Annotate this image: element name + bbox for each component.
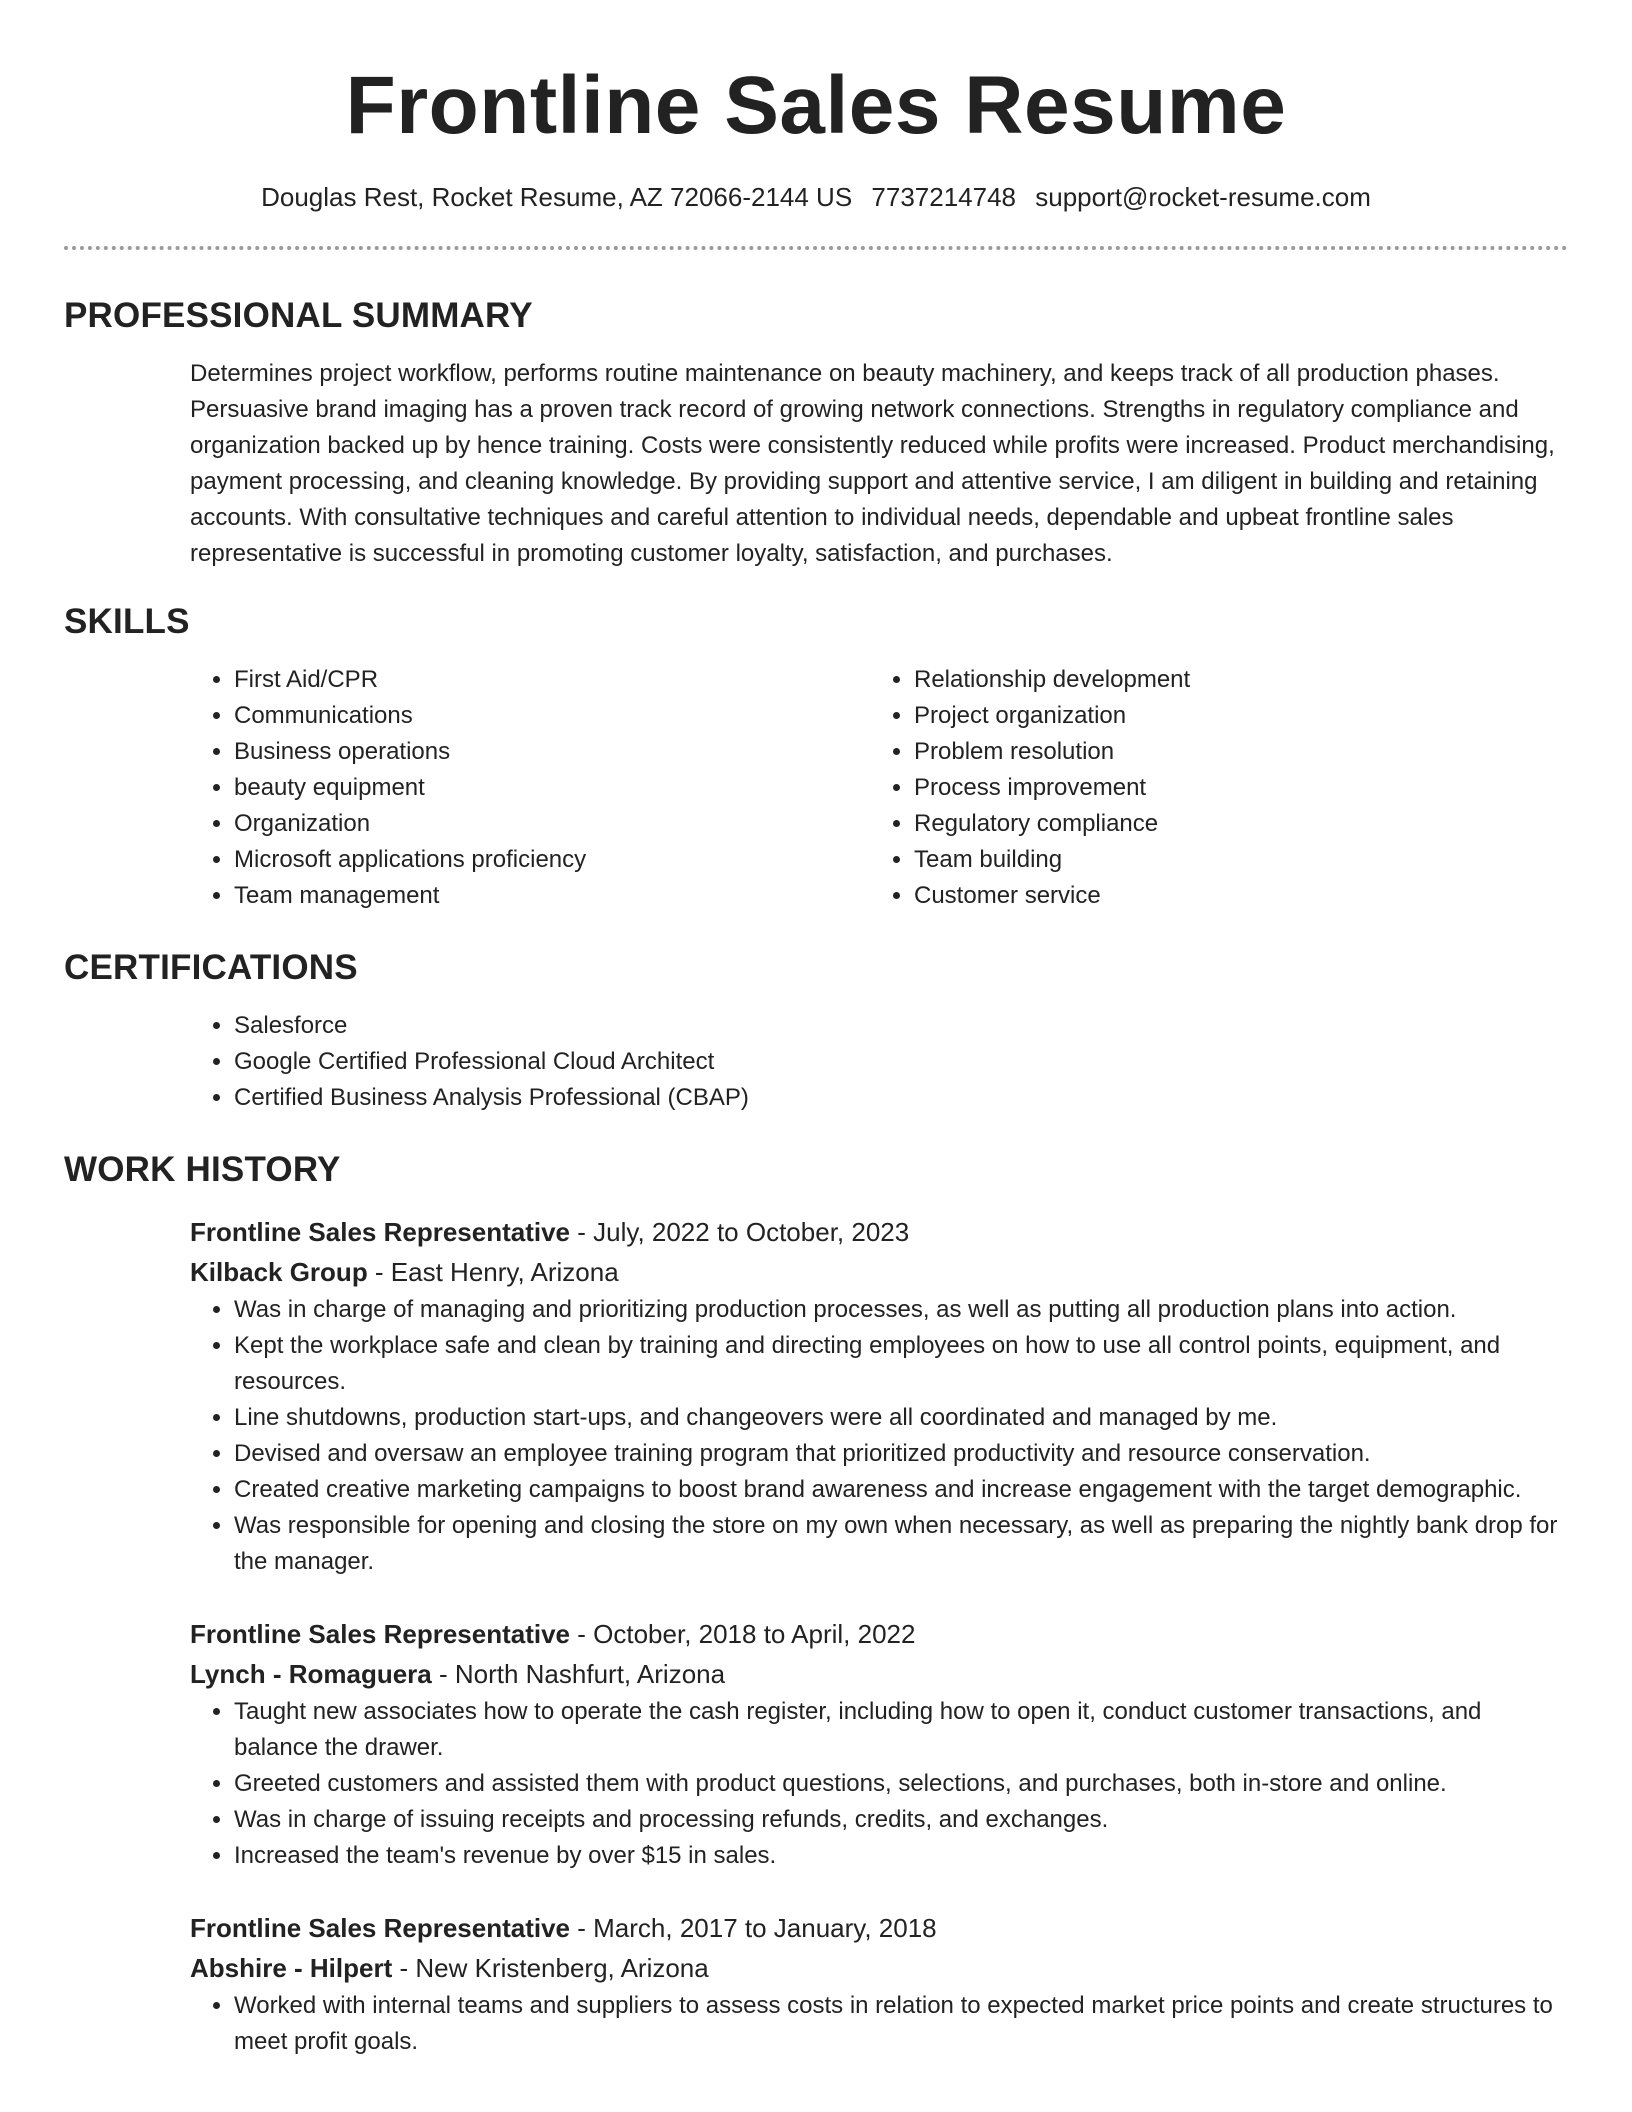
skills-column-left: [190, 662, 870, 914]
certifications-heading: CERTIFICATIONS: [64, 948, 358, 987]
job-bullets: [190, 1694, 1568, 1874]
skills-grid: [190, 662, 1568, 914]
job-dates: - July, 2022 to October, 2023: [570, 1217, 910, 1247]
job-bullets: [190, 1292, 1568, 1580]
job-company: Lynch - Romaguera: [190, 1659, 432, 1689]
job-company-line: [190, 1252, 1568, 1292]
skill-item: • First Aid/CPR: [234, 662, 870, 698]
job-bullet: • Taught new associates how to operate the cash register, including how to open it, conduct customer transactions, and balance the drawer.: [234, 1694, 1568, 1766]
skill-item: • Microsoft applications proficiency: [234, 842, 870, 878]
skill-item: • Team building: [914, 842, 1550, 878]
job-location: - North Nashfurt, Arizona: [431, 1659, 726, 1689]
skill-item: • Organization: [234, 806, 870, 842]
skill-item: • Regulatory compliance: [914, 806, 1550, 842]
skill-item: • Team management: [234, 878, 870, 914]
skill-item: • Business operations: [234, 734, 870, 770]
job-location: - New Kristenberg, Arizona: [392, 1953, 709, 1983]
job-company: Kilback Group: [190, 1257, 368, 1287]
job-title-line: [190, 1614, 1568, 1654]
job-bullet: • Devised and oversaw an employee training program that prioritized productivity and resource conservation.: [234, 1436, 1568, 1472]
job-company-line: [190, 1948, 1568, 1988]
skills-heading: SKILLS: [64, 602, 190, 641]
job-bullet: • Greeted customers and assisted them with product questions, selections, and purchases, both in-store and online.: [234, 1766, 1568, 1802]
contact-email: support@rocket-resume.com: [1035, 182, 1371, 212]
skills-list-right: [870, 662, 1550, 914]
job-title-line: [190, 1908, 1568, 1948]
summary-text: Determines project workflow, performs routine maintenance on beauty machinery, and keeps track of all production phases. Persuasive brand imaging has a proven track record of growing network connections. Strengths in regulatory compliance and organization backed up by hence training. Costs were consistently reduced while profits were increased. Product merchandising, payment processing, and cleaning knowledge. By providing support and attentive service, I am diligent in building and retaining accounts. With consultative techniques and careful attention to individual needs, dependable and upbeat frontline sales representative is successful in promoting customer loyalty, satisfaction, and purchases.: [190, 360, 1555, 567]
job-title-line: [190, 1212, 1568, 1252]
job-bullet: • Was in charge of issuing receipts and processing refunds, credits, and exchanges.: [234, 1802, 1568, 1838]
job-bullets: [190, 1988, 1568, 2060]
job-role: Frontline Sales Representative: [190, 1217, 571, 1247]
skill-item: • Relationship development: [914, 662, 1550, 698]
job-dates: - October, 2018 to April, 2022: [570, 1619, 916, 1649]
skill-item: • beauty equipment: [234, 770, 870, 806]
job-bullet: • Increased the team's revenue by over $15 in sales.: [234, 1838, 1568, 1874]
job-bullet: • Line shutdowns, production start-ups, and changeovers were all coordinated and managed by me.: [234, 1400, 1568, 1436]
job-company: Abshire - Hilpert: [190, 1953, 393, 1983]
job-role: Frontline Sales Representative: [190, 1913, 571, 1943]
job-company-line: [190, 1654, 1568, 1694]
resume-title: Frontline Sales Resume: [345, 60, 1287, 151]
work-history-heading: WORK HISTORY: [64, 1150, 341, 1189]
skill-item: • Communications: [234, 698, 870, 734]
work-history-section: [64, 1148, 1568, 2060]
job-dates: - March, 2017 to January, 2018: [570, 1913, 937, 1943]
job-location: - East Henry, Arizona: [367, 1257, 619, 1287]
job-entry: [190, 1908, 1568, 2060]
certifications-section: [64, 946, 1568, 1116]
skills-column-right: [870, 662, 1550, 914]
job-entry: [190, 1614, 1568, 1874]
job-bullet: • Was in charge of managing and prioritizing production processes, as well as putting all production plans into action.: [234, 1292, 1568, 1328]
certification-item: • Google Certified Professional Cloud Architect: [234, 1044, 1568, 1080]
certifications-list-wrap: [190, 1008, 1568, 1116]
job-bullet: • Worked with internal teams and suppliers to assess costs in relation to expected market price points and create structures to meet profit goals.: [234, 1988, 1568, 2060]
summary-heading: PROFESSIONAL SUMMARY: [64, 296, 533, 335]
certifications-list: [190, 1008, 1568, 1116]
contact-phone: 7737214748: [871, 182, 1017, 212]
skill-item: • Problem resolution: [914, 734, 1550, 770]
job-role: Frontline Sales Representative: [190, 1619, 571, 1649]
header-divider: [64, 246, 1568, 250]
certification-item: • Certified Business Analysis Professional (CBAP): [234, 1080, 1568, 1116]
certification-item: • Salesforce: [234, 1008, 1568, 1044]
job-bullet: • Was responsible for opening and closing the store on my own when necessary, as well as preparing the nightly bank drop for the manager.: [234, 1508, 1568, 1580]
skills-section: [64, 600, 1568, 914]
job-entry: [190, 1212, 1568, 1580]
skill-item: • Process improvement: [914, 770, 1550, 806]
skills-list-left: [190, 662, 870, 914]
skill-item: • Project organization: [914, 698, 1550, 734]
summary-section: [64, 294, 1568, 572]
contact-address: Douglas Rest, Rocket Resume, AZ 72066-2144 US: [261, 182, 853, 212]
skill-item: • Customer service: [914, 878, 1550, 914]
job-bullet: • Kept the workplace safe and clean by training and directing employees on how to use all control points, equipment, and resources.: [234, 1328, 1568, 1400]
contact-line: [64, 180, 1568, 214]
job-bullet: • Created creative marketing campaigns to boost brand awareness and increase engagement with the target demographic.: [234, 1472, 1568, 1508]
